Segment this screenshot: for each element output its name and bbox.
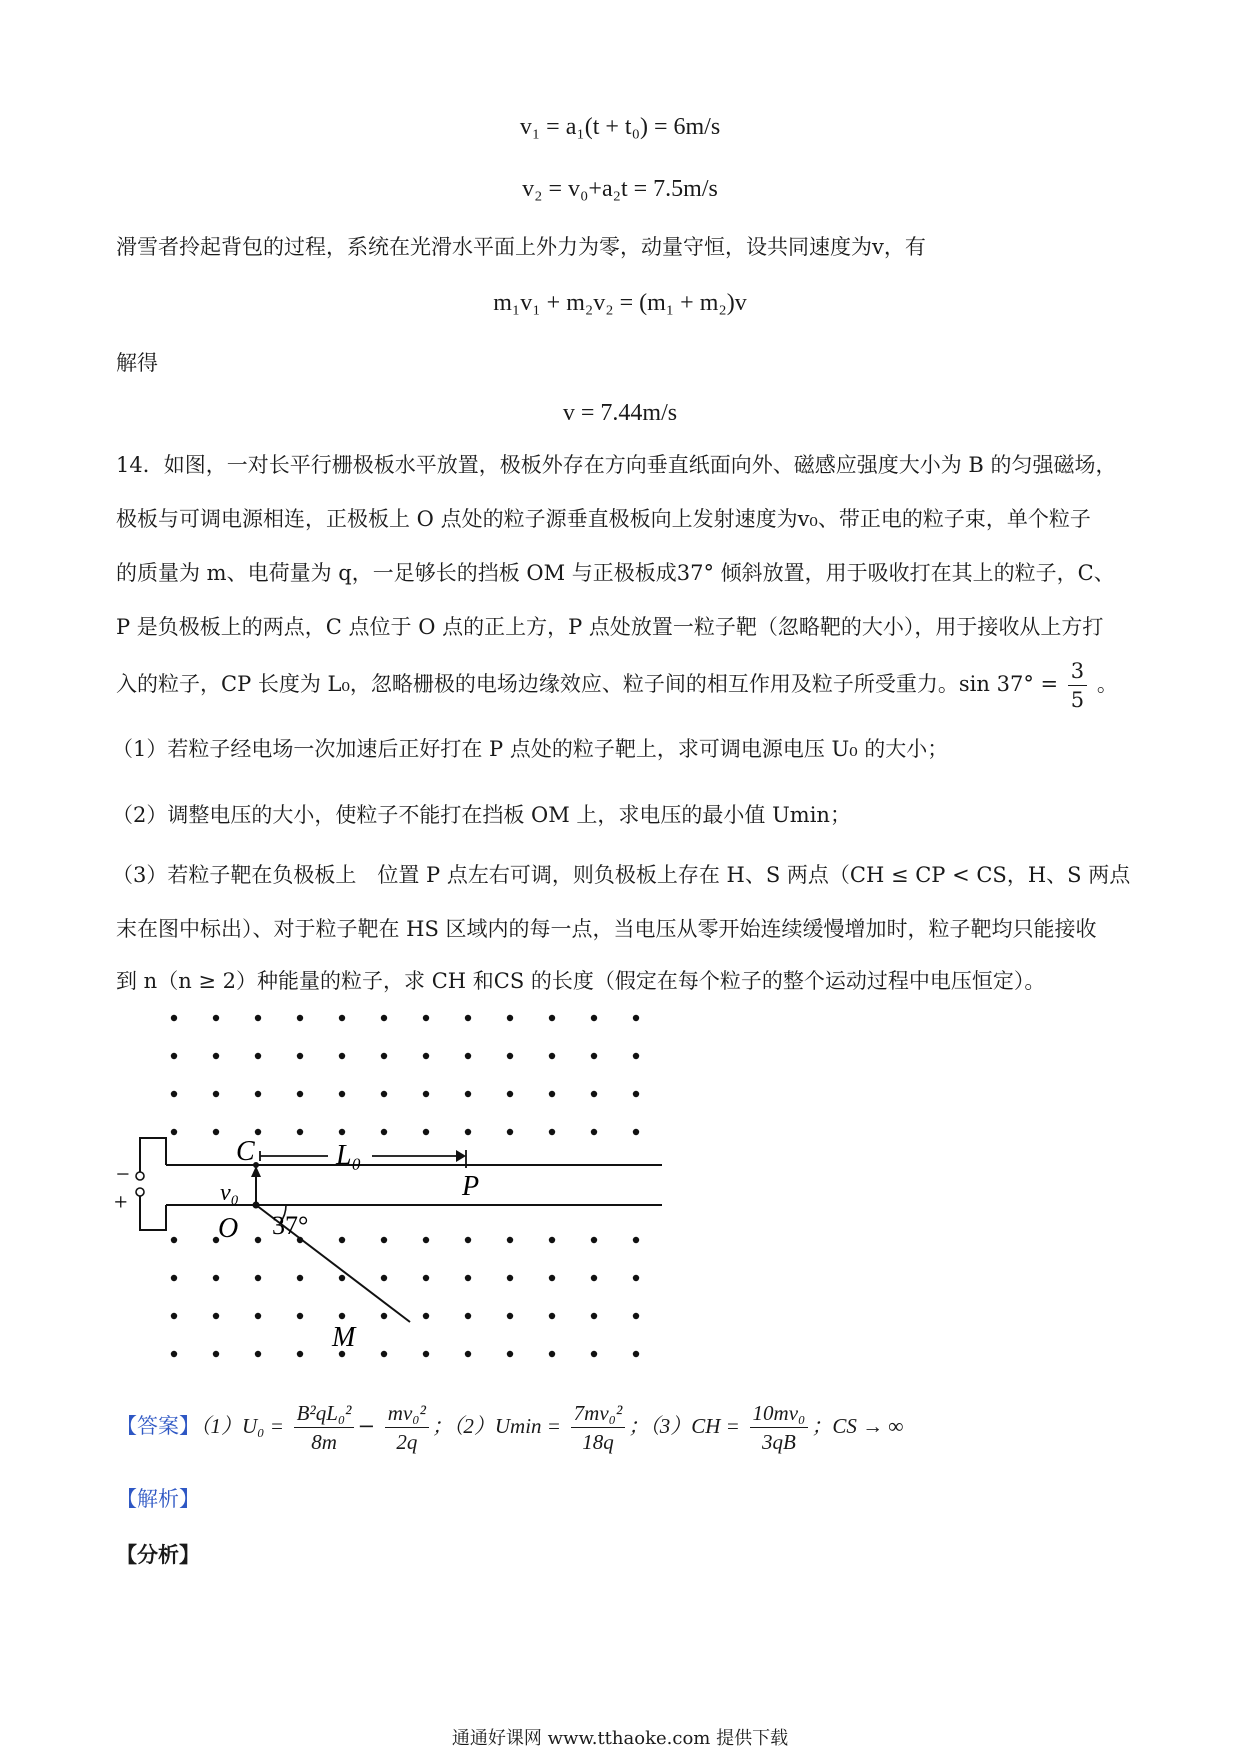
- question-1: （1）若粒子经电场一次加速后正好打在 P 点处的粒子靶上，求可调电源电压 U₀ 的大小；: [112, 737, 949, 761]
- equation-momentum: m₁v₁ + m₂v₂ = (m₁ + m₂)v: [493, 290, 747, 316]
- field-dot: [507, 1237, 513, 1243]
- field-dot: [297, 1275, 303, 1281]
- jiexi-heading: 【解析】: [116, 1487, 200, 1511]
- field-dot: [549, 1129, 555, 1135]
- field-dot: [297, 1351, 303, 1357]
- field-dot: [339, 1015, 345, 1021]
- field-dot: [381, 1351, 387, 1357]
- field-dot: [549, 1015, 555, 1021]
- label-v0: v₀: [220, 1180, 239, 1206]
- field-dot: [465, 1351, 471, 1357]
- label-angle: 37°: [272, 1211, 309, 1240]
- problem-line-5: [116, 654, 1118, 714]
- field-dot: [213, 1091, 219, 1097]
- field-dot: [171, 1015, 177, 1021]
- field-dot: [591, 1015, 597, 1021]
- problem-line-2: 极板与可调电源相连，正极板上 O 点处的粒子源垂直极板向上发射速度为v₀、带正电的粒子束，单个粒子: [116, 507, 1091, 531]
- field-dot: [507, 1351, 513, 1357]
- field-dot: [549, 1275, 555, 1281]
- answer-frac-3-den: 3qB: [762, 1430, 796, 1454]
- field-dot: [255, 1313, 261, 1319]
- field-dot: [633, 1091, 639, 1097]
- answer-frac-1a-num: B²qL₀²: [294, 1399, 355, 1428]
- field-dot: [507, 1053, 513, 1059]
- label-o: O: [218, 1213, 239, 1244]
- field-dot: [171, 1053, 177, 1059]
- field-dot: [255, 1015, 261, 1021]
- field-dot: [171, 1313, 177, 1319]
- field-dot: [549, 1091, 555, 1097]
- field-dot: [381, 1237, 387, 1243]
- question-2: （2）调整电压的大小，使粒子不能打在挡板 OM 上，求电压的最小值 Umin；: [112, 803, 851, 827]
- field-dot: [171, 1275, 177, 1281]
- field-dot: [591, 1053, 597, 1059]
- label-m: M: [332, 1322, 356, 1353]
- label-p: P: [462, 1171, 480, 1202]
- paragraph-skier: 滑雪者拎起背包的过程，系统在光滑水平面上外力为零，动量守恒，设共同速度为v，有: [116, 235, 926, 259]
- field-dot: [507, 1129, 513, 1135]
- field-dot: [381, 1275, 387, 1281]
- field-dot: [339, 1237, 345, 1243]
- answer-frac-1a: [294, 1399, 355, 1456]
- field-dot: [465, 1313, 471, 1319]
- answer-part-2: ；（2）Umin =: [431, 1414, 561, 1438]
- positive-lead: [140, 1196, 166, 1230]
- field-dot: [339, 1053, 345, 1059]
- answer-minus: −: [357, 1414, 376, 1438]
- label-l0: L₀: [336, 1140, 362, 1171]
- field-dot: [465, 1015, 471, 1021]
- field-dot: [423, 1053, 429, 1059]
- label-c: C: [236, 1136, 255, 1167]
- field-dot: [213, 1053, 219, 1059]
- positive-terminal: [136, 1188, 144, 1196]
- field-dot: [297, 1313, 303, 1319]
- sin-fraction: [1068, 657, 1087, 714]
- field-dot: [423, 1351, 429, 1357]
- field-dot: [297, 1053, 303, 1059]
- field-dot: [381, 1015, 387, 1021]
- problem-line-5-end: 。: [1096, 672, 1118, 696]
- field-dot: [423, 1015, 429, 1021]
- field-dot: [633, 1053, 639, 1059]
- field-dot: [381, 1129, 387, 1135]
- field-dot: [255, 1091, 261, 1097]
- field-dot: [339, 1275, 345, 1281]
- field-dot: [213, 1015, 219, 1021]
- field-dot: [549, 1313, 555, 1319]
- problem-line-4: P 是负极板上的两点，C 点位于 O 点的正上方，P 点处放置一粒子靶（忽略靶的大小），用于接收从上方打: [116, 615, 1104, 639]
- magnetic-field-dots: [171, 1015, 639, 1357]
- question-3-line-1: （3）若粒子靶在负极板上 位置 P 点左右可调，则负极板上存在 H、S 两点（CH ≤ CP < CS，H、S 两点: [112, 863, 1131, 887]
- field-dot: [591, 1313, 597, 1319]
- field-dot: [591, 1275, 597, 1281]
- field-dot: [339, 1091, 345, 1097]
- field-dot: [633, 1129, 639, 1135]
- field-dot: [465, 1275, 471, 1281]
- field-dot: [339, 1313, 345, 1319]
- field-dot: [171, 1351, 177, 1357]
- answer-part-1: （1）U₀ =: [200, 1414, 284, 1438]
- negative-lead: [140, 1138, 166, 1172]
- field-dot: [255, 1275, 261, 1281]
- field-dot: [171, 1091, 177, 1097]
- field-dot: [297, 1091, 303, 1097]
- field-dot: [591, 1091, 597, 1097]
- question-3-line-3: 到 n（n ≥ 2）种能量的粒子，求 CH 和CS 的长度（假定在每个粒子的整个运动过程中电压恒定）。: [116, 969, 1046, 993]
- field-dot: [465, 1237, 471, 1243]
- field-dot: [423, 1091, 429, 1097]
- answer-part-4: ；CS → ∞: [811, 1414, 904, 1438]
- paragraph-solve: 解得: [116, 351, 158, 375]
- answer-frac-3-num: 10mv₀: [750, 1399, 809, 1428]
- field-dot: [465, 1129, 471, 1135]
- answer-frac-3: [750, 1399, 809, 1456]
- field-dot: [549, 1237, 555, 1243]
- field-dot: [297, 1015, 303, 1021]
- minus-label: −: [116, 1162, 130, 1188]
- field-dot: [423, 1237, 429, 1243]
- answer-frac-1a-den: 8m: [311, 1430, 337, 1454]
- answer-frac-2: [571, 1399, 626, 1456]
- field-dot: [633, 1237, 639, 1243]
- field-dot: [213, 1351, 219, 1357]
- field-dot: [213, 1129, 219, 1135]
- problem-line-5-text: 入的粒子，CP 长度为 L₀，忽略栅极的电场边缘效应、粒子间的相互作用及粒子所受重力。sin 37° =: [116, 672, 1059, 696]
- field-dot: [171, 1129, 177, 1135]
- field-dot: [381, 1053, 387, 1059]
- field-dot: [255, 1129, 261, 1135]
- field-dot: [507, 1313, 513, 1319]
- answer-tag: 【答案】: [116, 1414, 200, 1438]
- answer-line: [116, 1394, 903, 1458]
- field-diagram: [110, 1000, 670, 1380]
- field-dot: [465, 1091, 471, 1097]
- field-dot: [255, 1053, 261, 1059]
- field-dot: [633, 1313, 639, 1319]
- field-dot: [381, 1091, 387, 1097]
- field-dot: [213, 1313, 219, 1319]
- plus-label: +: [114, 1190, 128, 1216]
- field-dot: [423, 1275, 429, 1281]
- field-dot: [339, 1129, 345, 1135]
- negative-terminal: [136, 1172, 144, 1180]
- problem-line-1: 14．如图，一对长平行栅极板水平放置，极板外存在方向垂直纸面向外、磁感应强度大小为 B 的匀强磁场，: [116, 453, 1117, 477]
- field-dot: [549, 1053, 555, 1059]
- equation-v1: v₁ = a₁(t + t₀) = 6m/s: [519, 114, 721, 140]
- field-dot: [255, 1237, 261, 1243]
- field-dot: [549, 1351, 555, 1357]
- field-dot: [423, 1313, 429, 1319]
- page-footer: 通通好课网 www.tthaoke.com 提供下载: [451, 1728, 789, 1749]
- field-dot: [171, 1237, 177, 1243]
- field-dot: [213, 1275, 219, 1281]
- field-dot: [255, 1351, 261, 1357]
- answer-frac-2-num: 7mv₀²: [571, 1399, 626, 1428]
- equation-v-result: v = 7.44m/s: [562, 400, 678, 426]
- sin-fraction-num: 3: [1068, 657, 1087, 686]
- field-dot: [507, 1275, 513, 1281]
- answer-frac-1b-num: mv₀²: [385, 1399, 429, 1428]
- field-dot: [423, 1129, 429, 1135]
- field-dot: [297, 1129, 303, 1135]
- answer-part-3: ；（3）CH =: [628, 1414, 740, 1438]
- field-dot: [507, 1015, 513, 1021]
- field-dot: [633, 1015, 639, 1021]
- answer-frac-1b: [385, 1399, 429, 1456]
- field-dot: [381, 1313, 387, 1319]
- field-dot: [591, 1237, 597, 1243]
- field-dot: [591, 1129, 597, 1135]
- field-dot: [633, 1351, 639, 1357]
- field-dot: [591, 1351, 597, 1357]
- equation-v2: v₂ = v₀+a₂t = 7.5m/s: [522, 176, 718, 202]
- field-dot: [465, 1053, 471, 1059]
- fenxi-heading: 【分析】: [116, 1542, 200, 1567]
- answer-frac-1b-den: 2q: [396, 1430, 418, 1454]
- problem-line-3: 的质量为 m、电荷量为 q，一足够长的挡板 OM 与正极板成37° 倾斜放置，用于吸收打在其上的粒子，C、: [116, 561, 1115, 585]
- sin-fraction-den: 5: [1070, 688, 1085, 712]
- field-dot: [507, 1091, 513, 1097]
- l0-arrow-head: [456, 1150, 466, 1162]
- answer-frac-2-den: 18q: [582, 1430, 614, 1454]
- question-3-line-2: 末在图中标出）、对于粒子靶在 HS 区域内的每一点，当电压从零开始连续缓慢增加时，粒子靶均只能接收: [116, 917, 1097, 941]
- field-dot: [633, 1275, 639, 1281]
